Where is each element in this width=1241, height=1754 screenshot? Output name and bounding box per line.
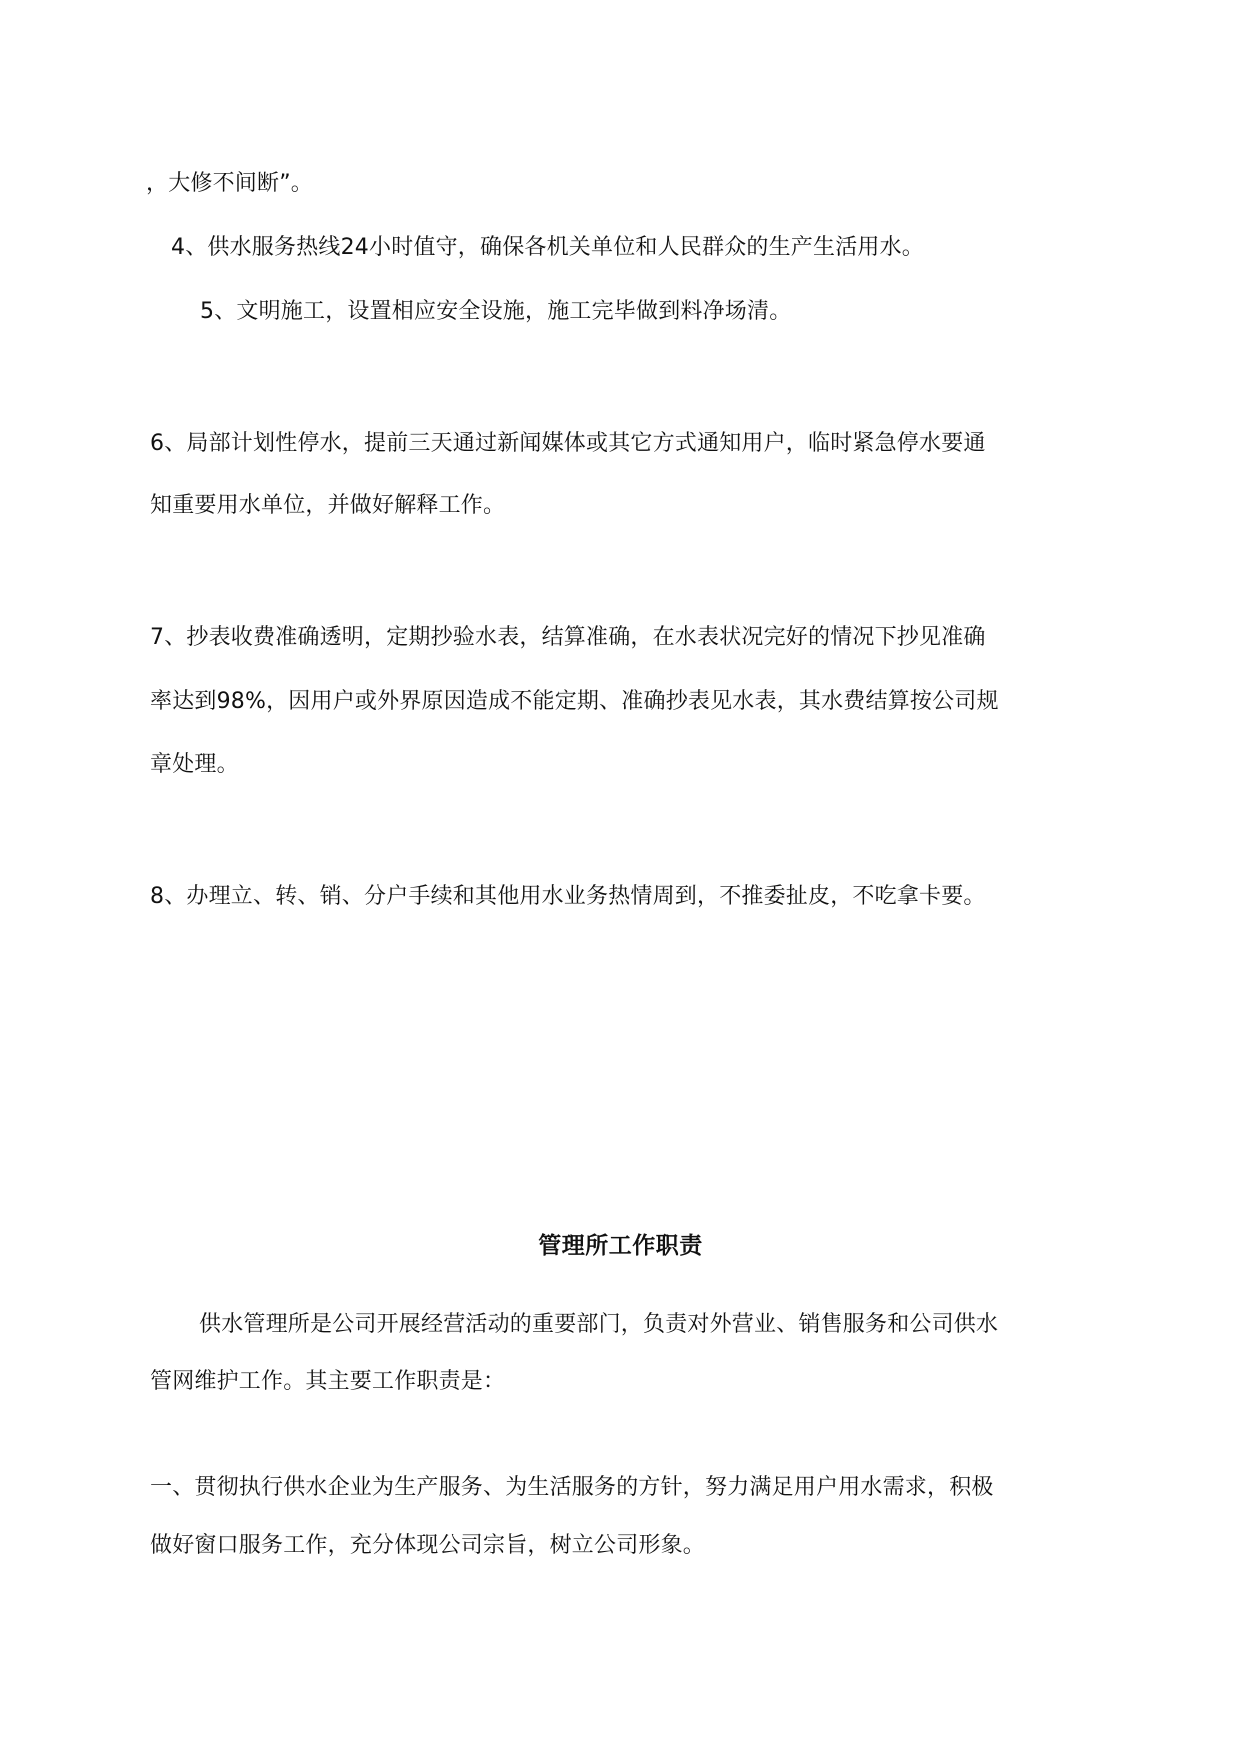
text-line: 5、文明施工，设置相应安全设施，施工完毕做到料净场清。 <box>200 299 792 324</box>
paragraph-line: 一、贯彻执行供水企业为生产服务、为生活服务的方针，努力满足用户用水需求，积极 <box>150 1475 994 1500</box>
text-line: 8、办理立、转、销、分户手续和其他用水业务热情周到，不推委扯皮，不吃拿卡要。 <box>150 884 986 909</box>
paragraph-line: 供水管理所是公司开展经营活动的重要部门，负责对外营业、销售服务和公司供水 <box>199 1312 999 1337</box>
text-line: 6、局部计划性停水，提前三天通过新闻媒体或其它方式通知用户，临时紧急停水要通 <box>150 431 986 456</box>
paragraph-line: 管网维护工作。其主要工作职责是： <box>150 1369 506 1394</box>
section-title: 管理所工作职责 <box>538 1233 703 1259</box>
text-line: 知重要用水单位，并做好解释工作。 <box>150 493 506 518</box>
text-line: 率达到98%，因用户或外界原因造成不能定期、准确抄表见水表，其水费结算按公司规 <box>150 689 999 714</box>
text-line: 章处理。 <box>150 752 239 777</box>
paragraph-line: 做好窗口服务工作，充分体现公司宗旨，树立公司形象。 <box>150 1533 706 1558</box>
text-line: ，大修不间断”。 <box>146 171 313 196</box>
text-line: 4、供水服务热线24小时值守，确保各机关单位和人民群众的生产生活用水。 <box>171 235 924 260</box>
text-line: 7、抄表收费准确透明，定期抄验水表，结算准确，在水表状况完好的情况下抄见准确 <box>150 625 986 650</box>
